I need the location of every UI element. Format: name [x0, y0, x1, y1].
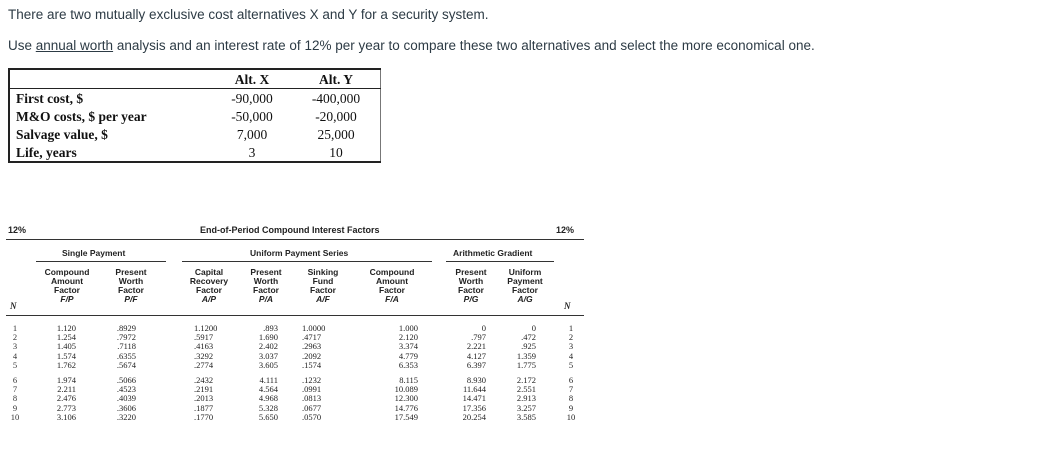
- table-cell: 1: [568, 323, 574, 333]
- table-cell: 3.106: [56, 411, 76, 422]
- table-cell: .6355: [116, 350, 136, 361]
- table-cell: .893: [263, 323, 278, 333]
- table-cell: 4.779: [398, 350, 418, 361]
- table-cell: .0813: [302, 393, 322, 404]
- table-cell: 3.257: [516, 402, 536, 413]
- table-cell: 8: [12, 393, 18, 404]
- header-alt-y: Alt. Y: [292, 69, 381, 89]
- col-head-af: Sinking Fund Factor A/F: [307, 267, 339, 304]
- table-cell: 1.405: [56, 341, 76, 352]
- table-cell: 1.775: [516, 359, 536, 370]
- table-cell: .3220: [116, 411, 136, 422]
- table-cell: 9: [568, 402, 574, 413]
- alt-x-value: 3: [212, 143, 292, 162]
- table-cell: .7118: [117, 341, 136, 352]
- table-cell: .797: [471, 332, 486, 343]
- n-column-left: [8, 324, 22, 422]
- fa-column: [380, 324, 418, 422]
- alt-y-value: 25,000: [292, 125, 381, 143]
- table-cell: 2.913: [516, 393, 536, 404]
- table-cell: 7: [568, 384, 574, 395]
- n-column-right: [562, 324, 580, 422]
- table-cell: 5.650: [258, 411, 278, 422]
- pg-column: [452, 324, 486, 422]
- table-cell: 1.359: [516, 350, 536, 361]
- header-alt-x: Alt. X: [212, 69, 292, 89]
- table-cell: .0991: [302, 384, 322, 395]
- group-single-payment: Single Payment: [62, 248, 126, 258]
- table-cell: 2.402: [258, 341, 278, 352]
- table-cell: .0570: [302, 411, 322, 422]
- col-head-pf: Present Worth Factor P/F: [115, 267, 147, 304]
- table-cell: .5066: [116, 374, 136, 385]
- table-cell: .8929: [116, 323, 136, 333]
- row-label: Salvage value, $: [9, 125, 212, 143]
- table-cell: 3.037: [258, 350, 278, 361]
- table-cell: 4.968: [258, 393, 278, 404]
- row-label: M&O costs, $ per year: [9, 107, 212, 125]
- table-cell: .2013: [194, 393, 214, 404]
- fp-column: [44, 324, 76, 422]
- table-cell: .2432: [194, 374, 214, 385]
- ap-column: [194, 324, 230, 422]
- table-cell: .2191: [194, 384, 214, 395]
- table-cell: .2774: [194, 359, 214, 370]
- factor-table-title: End-of-Period Compound Interest Factors: [200, 225, 380, 235]
- alt-y-value: 10: [292, 143, 381, 162]
- question-text-1: There are two mutually exclusive cost alternatives X and Y for a security system.: [8, 7, 489, 22]
- header-blank: [9, 69, 212, 89]
- interest-factor-table: [6, 223, 584, 463]
- table-cell: 8: [568, 393, 574, 404]
- table-row: [9, 125, 381, 143]
- table-cell: 1.762: [56, 359, 76, 370]
- table-cell: 1.574: [56, 350, 76, 361]
- group-rule-uniform: [182, 261, 432, 262]
- table-cell: 6.397: [466, 359, 486, 370]
- table-cell: 2.172: [516, 374, 536, 385]
- group-arithmetic-gradient: Arithmetic Gradient: [453, 248, 533, 258]
- table-cell: 5: [12, 359, 18, 370]
- table-cell: 10: [566, 411, 576, 422]
- table-cell: 2.551: [516, 384, 536, 395]
- col-head-pa: Present Worth Factor P/A: [250, 267, 282, 304]
- table-cell: 20.254: [462, 411, 486, 422]
- table-cell: 4: [568, 350, 574, 361]
- table-cell: .1770: [194, 411, 214, 422]
- table-cell: .0677: [302, 402, 322, 413]
- table-row: [9, 89, 381, 108]
- table-cell: 9: [12, 402, 18, 413]
- pa-column: [246, 324, 278, 422]
- table-cell: 2: [12, 332, 18, 343]
- ag-column: [504, 324, 536, 422]
- table-cell: 3.605: [258, 359, 278, 370]
- table-cell: 3: [12, 341, 18, 352]
- table-cell: .2963: [302, 341, 322, 352]
- alt-y-value: -20,000: [292, 107, 381, 125]
- table-cell: 0: [531, 323, 536, 333]
- table-cell: 1.0000: [302, 323, 326, 333]
- col-head-pg: Present Worth Factor P/G: [455, 267, 487, 304]
- table-cell: 1.254: [56, 332, 76, 343]
- table-cell: 2.221: [466, 341, 486, 352]
- table-cell: 2.120: [398, 332, 418, 343]
- table-cell: 10: [10, 411, 20, 422]
- question-line-2: [8, 38, 815, 53]
- header-bottom-rule: [6, 315, 584, 316]
- alt-x-value: -90,000: [231, 90, 273, 106]
- table-cell: 2.211: [57, 384, 76, 395]
- table-cell: .2092: [302, 350, 322, 361]
- table-cell: 7: [12, 384, 18, 395]
- table-cell: 10.089: [394, 384, 418, 395]
- table-row: [9, 107, 381, 125]
- table-cell: 8.930: [466, 374, 486, 385]
- alternatives-header-row: [9, 69, 381, 89]
- col-head-ap: Capital Recovery Factor A/P: [189, 267, 229, 304]
- col-head-fp: Compound Amount Factor F/P: [44, 267, 90, 304]
- table-cell: .4039: [116, 393, 136, 404]
- table-cell: .472: [521, 332, 536, 343]
- top-rule: [6, 239, 584, 240]
- alt-x-value: -50,000: [231, 108, 273, 124]
- table-cell: .5917: [194, 332, 214, 343]
- table-cell: .3292: [194, 350, 214, 361]
- table-cell: 1.690: [258, 332, 278, 343]
- table-cell: 1.120: [56, 323, 76, 333]
- n-head-left: N: [10, 301, 17, 311]
- group-rule-single: [36, 261, 166, 262]
- group-uniform-series: Uniform Payment Series: [250, 248, 349, 258]
- table-row: [9, 143, 381, 162]
- question-text-2a: Use: [8, 38, 36, 53]
- table-cell: .4163: [194, 341, 214, 352]
- table-cell: 17.549: [394, 411, 418, 422]
- alternatives-table: [8, 68, 381, 163]
- table-cell: 2.476: [56, 393, 76, 404]
- table-cell: 3.585: [516, 411, 536, 422]
- table-cell: 4.127: [466, 350, 486, 361]
- question-line-1: [8, 7, 488, 22]
- alt-y-value: -400,000: [292, 89, 381, 108]
- table-cell: 4.564: [258, 384, 278, 395]
- table-cell: 3: [568, 341, 574, 352]
- table-cell: 3.374: [398, 341, 418, 352]
- table-cell: 6: [568, 374, 574, 385]
- table-cell: 1: [12, 323, 18, 333]
- question-text-2b: analysis and an interest rate of 12% per year to compare these two alternatives and select the more economical one.: [113, 38, 815, 53]
- row-label: Life, years: [9, 143, 212, 162]
- table-cell: .1232: [302, 374, 322, 385]
- pf-column: [104, 324, 136, 422]
- table-cell: 11.644: [462, 384, 486, 395]
- table-cell: 6: [12, 374, 18, 385]
- table-cell: 2: [568, 332, 574, 343]
- table-cell: 0: [481, 323, 486, 333]
- col-head-ag: Uniform Payment Factor A/G: [507, 267, 543, 304]
- table-cell: 4.111: [259, 374, 278, 385]
- table-cell: 12.300: [394, 393, 418, 404]
- rate-label-right: 12%: [556, 225, 575, 235]
- table-cell: .4717: [302, 332, 322, 343]
- col-head-fa: Compound Amount Factor F/A: [369, 267, 415, 304]
- af-column: [302, 324, 338, 422]
- table-cell: 1.974: [56, 374, 76, 385]
- n-head-right: N: [564, 301, 571, 311]
- table-cell: .4523: [116, 384, 136, 395]
- table-cell: 8.115: [399, 374, 418, 385]
- table-cell: .1877: [194, 402, 214, 413]
- table-cell: 1.1200: [194, 323, 218, 333]
- table-cell: 14.471: [462, 393, 486, 404]
- table-cell: 5.328: [258, 402, 278, 413]
- table-cell: .925: [521, 341, 536, 352]
- table-cell: 4: [12, 350, 18, 361]
- table-cell: 17.356: [462, 402, 486, 413]
- group-rule-gradient: [446, 261, 554, 262]
- table-cell: .5674: [116, 359, 136, 370]
- annual-worth-link[interactable]: annual worth: [35, 38, 114, 53]
- rate-label-left: 12%: [8, 225, 27, 235]
- table-cell: 5: [568, 359, 574, 370]
- table-cell: .3606: [116, 402, 136, 413]
- alt-x-value: 7,000: [236, 126, 268, 142]
- table-cell: 2.773: [56, 402, 76, 413]
- table-cell: 1.000: [398, 323, 418, 333]
- table-cell: .7972: [116, 332, 136, 343]
- table-cell: .1574: [302, 359, 322, 370]
- table-cell: 14.776: [394, 402, 418, 413]
- row-label: First cost, $: [9, 89, 212, 108]
- table-cell: 6.353: [398, 359, 418, 370]
